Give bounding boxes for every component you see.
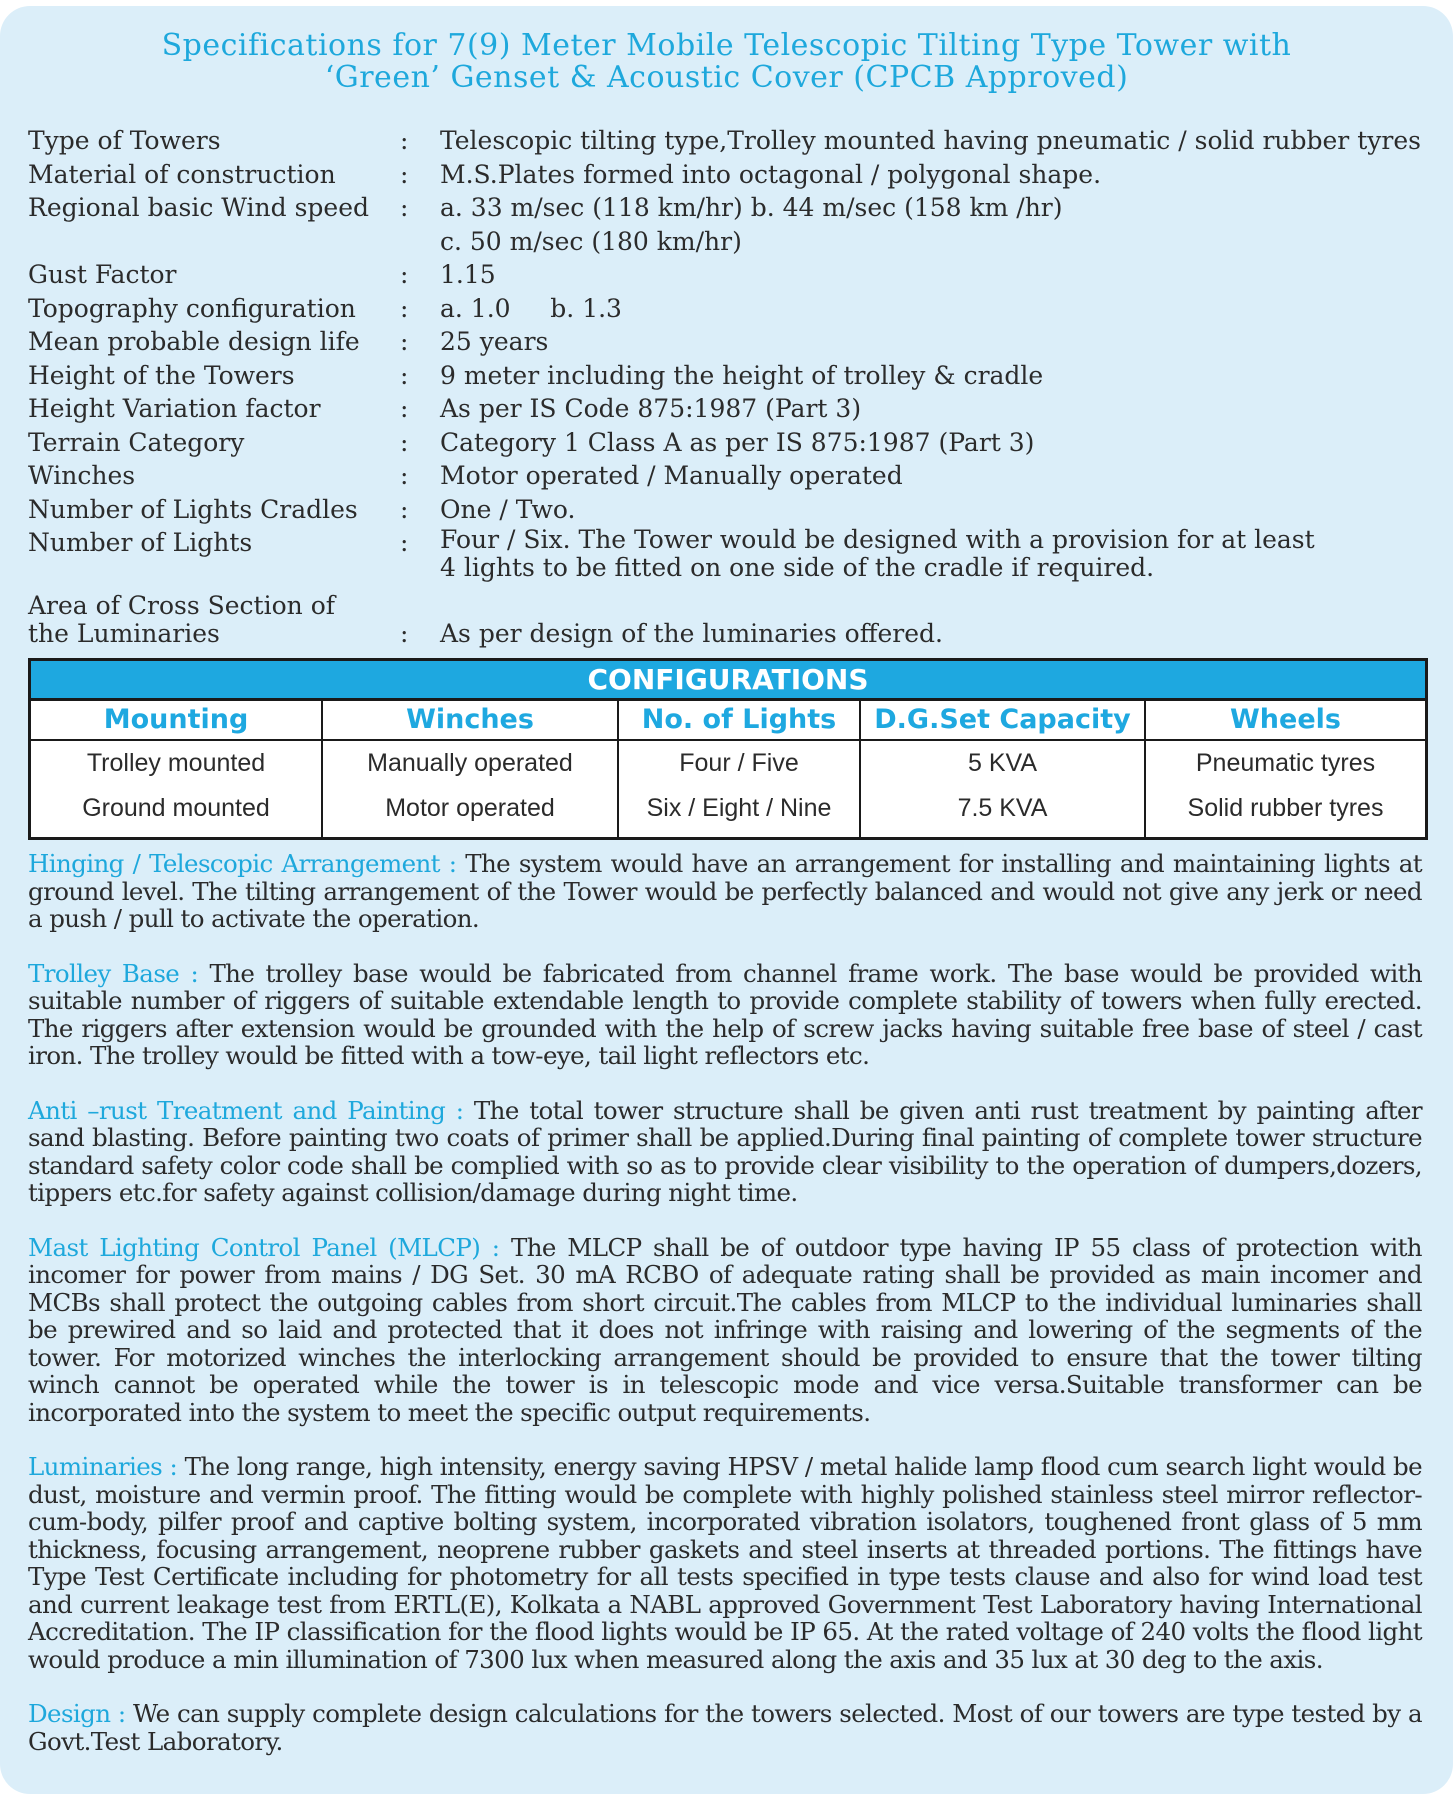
config-column-lights (619, 701, 861, 837)
spec-label: Material of construction (28, 159, 336, 189)
configurations-grid (31, 701, 1425, 837)
spec-colon: : (400, 528, 409, 557)
spec-row (28, 526, 1428, 582)
config-cell: Solid rubber tyres (1187, 794, 1384, 822)
spec-row (28, 325, 1428, 359)
spec-label: Winches (28, 461, 136, 490)
spec-value: One / Two. (440, 494, 576, 524)
spec-row (28, 158, 1428, 192)
section-body: The MLCP shall be of outdoor type having IP 55 class of protection with incomer for power from mains / DG Set. 30 mA RCBO of adequate rating shall be provided as main incomer and MCBs shall protect the outgoing cables from short circuit.The cables from MLCP to the individual luminaries shall be prewired and so laid and protected that it does not infringe with raising and lowering of the segments of the tower. For motorized winches the interlocking arrangement should be provided to ensure that the tower tilting winch cannot be operated while the tower is in telescopic mode and vice versa.Suitable transformer can be incorporated into the system to meet the specific output requirements. (28, 1232, 1422, 1427)
spec-colon: : (400, 494, 409, 524)
spec-row (28, 592, 1428, 648)
spec-colon: : (400, 126, 409, 155)
section-design (28, 1700, 1422, 1755)
spec-row (28, 258, 1428, 292)
config-cell: 7.5 KVA (957, 794, 1048, 822)
title-line-1: Specifications for 7(9) Meter Mobile Telescopic Tilting Type Tower with (161, 28, 1292, 63)
spec-colon: : (400, 260, 409, 289)
section-anti-rust (28, 1097, 1422, 1207)
spec-label: Number of Lights (28, 528, 253, 557)
spec-list (28, 124, 1428, 648)
spec-colon: : (400, 427, 409, 457)
spec-value: Four / Six. The Tower would be designed with a provision for at least 4 lights to be fitted on one side of the cradle if required. (440, 525, 1315, 582)
section-title: Design : (28, 1699, 134, 1728)
spec-colon: : (400, 619, 409, 648)
spec-value: Motor operated / Manually operated (440, 461, 903, 490)
spec-row (28, 359, 1428, 393)
spec-row (28, 124, 1428, 158)
section-trolley-base (28, 960, 1422, 1070)
config-cell: Motor operated (385, 794, 555, 822)
section-mlcp (28, 1234, 1422, 1427)
spec-colon: : (400, 193, 409, 222)
spec-value: 9 meter including the height of trolley & cradle (440, 360, 1044, 390)
section-title: Anti –rust Treatment and Painting : (28, 1095, 474, 1125)
spec-row (28, 191, 1428, 258)
spec-label: Type of Towers (28, 126, 221, 155)
spec-value: a. 1.0 b. 1.3 (440, 293, 622, 323)
spec-colon: : (400, 360, 409, 390)
spec-row (28, 493, 1428, 527)
config-cell: 5 KVA (967, 749, 1038, 777)
config-cell: Ground mounted (82, 794, 270, 822)
section-body: The long range, high intensity, energy saving HPSV / metal halide lamp flood cum search light would be dust, moisture and vermin proof. The fitting would be complete with highly polished stainless steel mirror reflector-cum-body, pilfer proof and captive bolting system, incorporated vibration isolators, toughened front glass of 5 mm thickness, focusing arrangement, neoprene rubber gaskets and steel inserts at threaded portions. The fittings have Type Test Certificate including for photometry for all tests specified in type tests clause and also for wind load test and current leakage test from ERTL(E), Kolkata a NABL approved Government Test Laboratory having International Accreditation. The IP classification for the flood lights would be IP 65. At the rated voltage of 240 volts the flood light would produce a min illumination of 7300 lux when measured along the axis and 35 lux at 30 deg to the axis. (28, 1452, 1422, 1674)
spec-colon: : (400, 394, 409, 423)
spec-label: Height Variation factor (28, 394, 321, 423)
spec-colon: : (400, 327, 409, 356)
config-column-header: Winches (323, 701, 617, 741)
spec-label: Regional basic Wind speed (28, 193, 370, 222)
configurations-table (28, 658, 1428, 840)
spec-value: Telescopic tilting type,Trolley mounted having pneumatic / solid rubber tyres (440, 126, 1421, 155)
config-column-header: No. of Lights (619, 701, 859, 741)
config-cell: Manually operated (367, 749, 573, 777)
spec-label: Height of the Towers (28, 360, 295, 390)
title-line-2: ‘Green’ Genset & Acoustic Cover (CPCB Approved) (324, 60, 1129, 95)
config-column-wheels (1146, 701, 1425, 837)
section-title: Mast Lighting Control Panel (MLCP) : (28, 1232, 511, 1262)
section-luminaries (28, 1453, 1422, 1673)
configurations-heading: CONFIGURATIONS (31, 661, 1425, 701)
config-column-header: Wheels (1146, 701, 1425, 741)
section-body: The total tower structure shall be given anti rust treatment by painting after sand blasting. Before painting two coats of primer shall be applied.During final painting of complete tower structure standard safety color code shall be complied with so as to provide clear visibility to the operation of dumpers,dozers, tippers etc.for safety against collision/damage during night time. (28, 1095, 1423, 1207)
config-cell: Four / Five (679, 749, 799, 777)
spec-label: Topography configuration (28, 293, 356, 323)
spec-value: M.S.Plates formed into octagonal / polygonal shape. (440, 159, 1102, 189)
config-column-winches (323, 701, 619, 837)
section-body: The system would have an arrangement for installing and maintaining lights at ground level. The tilting arrangement of the Tower would be perfectly balanced and would not give any jerk or need a push / pull to activate the operation. (28, 849, 1422, 933)
section-title: Luminaries : (28, 1452, 185, 1481)
config-cell: Pneumatic tyres (1195, 749, 1376, 777)
description-sections (28, 850, 1422, 1782)
spec-value: 25 years (440, 327, 549, 356)
spec-label: Terrain Category (28, 427, 245, 457)
spec-row (28, 459, 1428, 493)
spec-colon: : (400, 461, 409, 490)
config-cell: Six / Eight / Nine (646, 794, 832, 822)
spec-value: 1.15 (440, 260, 496, 289)
config-column-mounting (31, 701, 323, 837)
section-title: Hinging / Telescopic Arrangement : (28, 849, 466, 878)
page-title (0, 30, 1453, 94)
section-body: The trolley base would be fabricated from channel frame work. The base would be provided with suitable number of riggers of suitable extendable length to provide complete stability of towers when fully erected. The riggers after extension would be grounded with the help of screw jacks having suitable free base of steel / cast iron. The trolley would be fitted with a tow-eye, tail light reflectors etc. (28, 958, 1423, 1070)
section-title: Trolley Base : (28, 958, 210, 988)
spec-row (28, 392, 1428, 426)
config-cell: Trolley mounted (86, 749, 266, 777)
spec-value: a. 33 m/sec (118 km/hr) b. 44 m/sec (158 km /hr) c. 50 m/sec (180 km/hr) (440, 193, 1063, 256)
config-column-dg-capacity (861, 701, 1146, 837)
config-column-header: Mounting (31, 701, 321, 741)
spec-value: As per design of the luminaries offered. (440, 619, 943, 648)
config-column-header: D.G.Set Capacity (861, 701, 1144, 741)
spec-value: Category 1 Class A as per IS 875:1987 (Part 3) (440, 427, 1035, 457)
spec-label: Gust Factor (28, 260, 177, 289)
spec-row (28, 426, 1428, 460)
spec-colon: : (400, 159, 409, 189)
spec-colon: : (400, 293, 409, 323)
spec-label: Number of Lights Cradles (28, 494, 358, 524)
spec-value: As per IS Code 875:1987 (Part 3) (440, 394, 862, 423)
spec-label: Mean probable design life (28, 327, 360, 356)
spec-row (28, 292, 1428, 326)
spec-label: Area of Cross Section of the Luminaries (28, 591, 336, 648)
section-body: We can supply complete design calculations for the towers selected. Most of our towers are type tested by a Govt.Test Laboratory. (28, 1699, 1422, 1756)
section-hinging (28, 850, 1422, 933)
